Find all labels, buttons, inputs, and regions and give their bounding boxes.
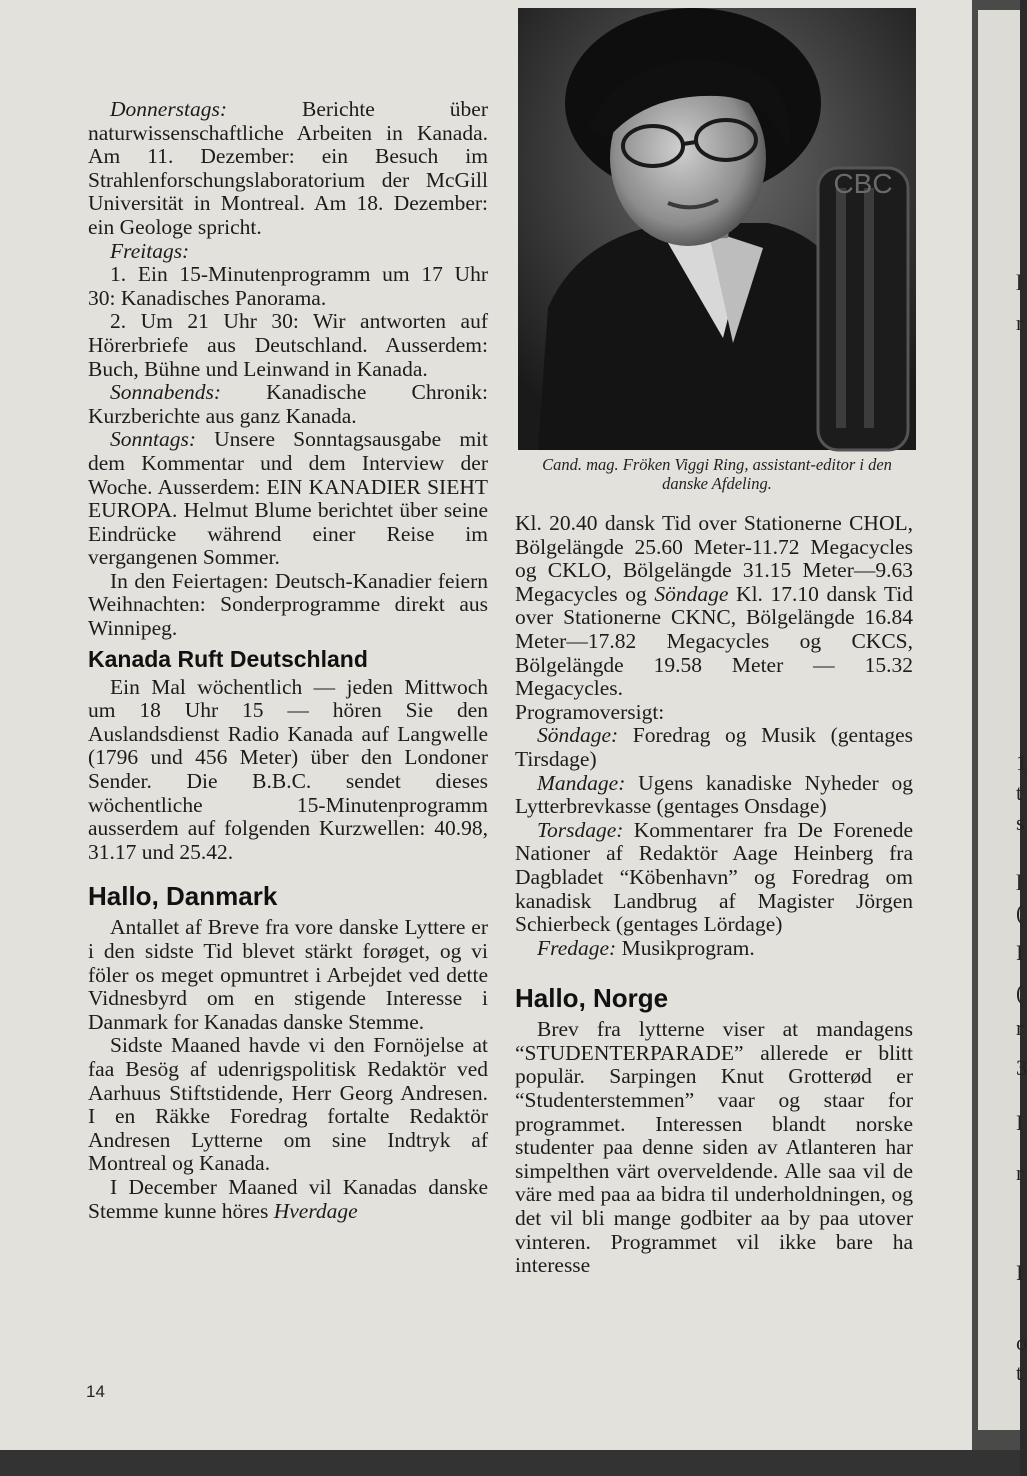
danmark-paragraph-1: Antallet af Breve fra vore danske Lyttere er i den sidste Tid blevet stärkt forøget, og vi föler os meget opmuntret i Arbejdet ved dette Vidnesbyrd om en stigende Interesse i Danmark for Kanadas danske Stemme. [88,915,488,1034]
next-page-fragment: o [1016,1330,1027,1355]
fredage-paragraph [515,937,913,961]
broadcast-times-paragraph [515,512,913,701]
next-page-fragment: s [1016,810,1025,835]
fredage-label: Fredage: [537,935,617,960]
freitags-item-2: 2. Um 21 Uhr 30: Wir antworten auf Hörerbriefe aus Deutschland. Ausserdem: Buch, Bühne und Leinwand in Kanada. [88,309,488,381]
torsdage-label: Torsdage: [537,817,624,842]
mandage-paragraph [515,772,913,819]
adjacent-page-edge [978,10,1027,1430]
page-number: 14 [86,1382,105,1401]
sonntags-paragraph [88,428,488,570]
norge-paragraph: Brev fra lytterne viser at mandagens “STUDENTERPARADE” allerede er blitt populär. Sarpingen Knut Grotterød er “Studenterstemmen” vaar og staar for programmet. Interessen blandt norske studenter paa denne siden av Atlanteren har simpelthen värt overveldende. Alle saa vil de väre med paa aa bidra til underholdningen, og det vil bli mange godbiter aa by paa utover vinteren. Programmet vil ikke bare ha interesse [515,1017,913,1278]
sondage-label: Söndage: [537,723,619,748]
next-page-fragment: ( [1016,900,1024,925]
next-page-fragment: I [1016,1110,1024,1135]
sonntags-text: Unsere Sonntagsausgabe mit dem Kommentar und dem Interview der Woche. Ausserdem: EIN KANADIER SIEHT EUROPA. Helmut Blume berichtet über seine Eindrücke während einer Reise im vergangenen Sommer. [88,427,488,570]
next-page-fragment: r [1016,1015,1024,1040]
sondage-text: Foredrag og Musik (gentages Tirsdage) [515,723,913,771]
heading-hallo-danmark: Hallo, Danmark [88,881,278,912]
sonnabends-label: Sonnabends: [110,380,222,405]
bottom-background [0,1450,1020,1476]
broadcast-times-text-1: Kl. 20.40 dansk Tid over Stationerne CHOL, Bölgelängde 25.60 Meter-11.72 Megacycles og CKLO, Bölgelängde 31.15 Meter—9.63 Megacycles og [515,511,913,606]
next-page-fragment: t [1016,780,1023,805]
sonnabends-paragraph [88,381,488,428]
next-page-fragment: l [1016,270,1023,295]
torsdage-paragraph [515,819,913,937]
next-page-fragment: r [1016,310,1024,335]
sonnabends-text: Kanadische Chronik: Kurzberichte aus ganz Kanada. [88,380,488,428]
hverdage-word: Hverdage [273,1198,358,1223]
kanada-paragraph: Ein Mal wöchentlich — jeden Mittwoch um 18 Uhr 15 — hören Sie den Auslandsdienst Radio Kanada auf Langwelle (1796 und 456 Meter) über den Londoner Sender. Die B.B.C. sendet dieses wöchentliche 15-Minutenprogramm ausserdem auf folgenden Kurzwellen: 40.98, 31.17 und 25.42. [88,674,488,864]
portrait-photo [518,8,916,450]
danmark-paragraph-3-text: I December Maaned vil Kanadas danske Stemme kunne höres [88,1174,488,1223]
programoversigt-label: Programoversigt: [515,699,665,724]
next-page-fragment: ( [1016,980,1024,1005]
sonntags-label: Sonntags: [110,427,196,452]
heading-hallo-norge: Hallo, Norge [515,983,669,1014]
torsdage-text: Kommentarer fra De Forenede Nationer af Redaktör Aage Heinberg fra Dagbladet “Köbenhavn” og Foredrag om kanadisk Landbrug af Magister Jörgen Schierbeck (gentages Lördage) [515,817,913,937]
fredage-text: Musikprogram. [616,935,755,960]
mandage-text: Ugens kanadiske Nyheder og Lytterbrevkasse (gentages Onsdage) [515,770,913,819]
next-page-fragment: I [1016,940,1024,965]
right-column [515,512,913,1278]
danmark-paragraph-2: Sidste Maaned havde vi den Fornöjelse at faa Besög af udenrigspolitisk Redaktör ved Aarhuus Stiftstidende, Herr Georg Andresen. I en Räkke Foredrag fortalte Redaktör Andresen Lytterne om sine Indtryk af Montreal og Kanada. [88,1033,488,1176]
mic-lettering: CBC [833,168,893,199]
next-page-fragment: 1 [1016,750,1027,775]
sondage-word: Söndage [654,581,729,606]
next-page-fragment: r [1016,1160,1024,1185]
portrait-illustration [518,8,916,450]
next-page-fragment: t [1016,1360,1023,1385]
next-page-fragment: l [1016,870,1023,895]
donnerstags-paragraph [88,98,488,240]
freitags-label: Freitags: [110,238,190,263]
sondage-paragraph [515,724,913,771]
danmark-paragraph-3 [88,1176,488,1223]
heading-kanada-ruft-deutschland: Kanada Ruft Deutschland [88,645,368,672]
broadcast-times-text-2: Kl. 17.10 dansk Tid over Stationerne CKNC, Bölgelängde 16.84 Meter—17.82 Megacycles og CKCS, Bölgelängde 19.58 Meter — 15.32 Megacycles. [515,581,913,701]
photo-caption: Cand. mag. Fröken Viggi Ring, assistant-editor i den danske Afdeling. [542,455,892,493]
next-page-fragment: I [1016,1260,1024,1285]
feiertagen-paragraph: In den Feiertagen: Deutsch-Kanadier feiern Weihnachten: Sonderprogramme direkt aus Winnipeg. [88,568,488,641]
left-column [88,98,488,1223]
donnerstags-label: Donnerstags: [110,97,228,121]
next-page-fragment: 3 [1016,1055,1027,1080]
freitags-item-1: 1. Ein 15-Minutenprogramm um 17 Uhr 30: Kanadisches Panorama. [88,262,488,310]
mandage-label: Mandage: [537,770,626,795]
donnerstags-text: Berichte über naturwissenschaftliche Arbeiten in Kanada. Am 11. Dezember: ein Besuch im Strahlenforschungslaboratorium der McGill Universität in Montreal. Am 18. Dezember: ein Geologe spricht. [88,97,488,239]
